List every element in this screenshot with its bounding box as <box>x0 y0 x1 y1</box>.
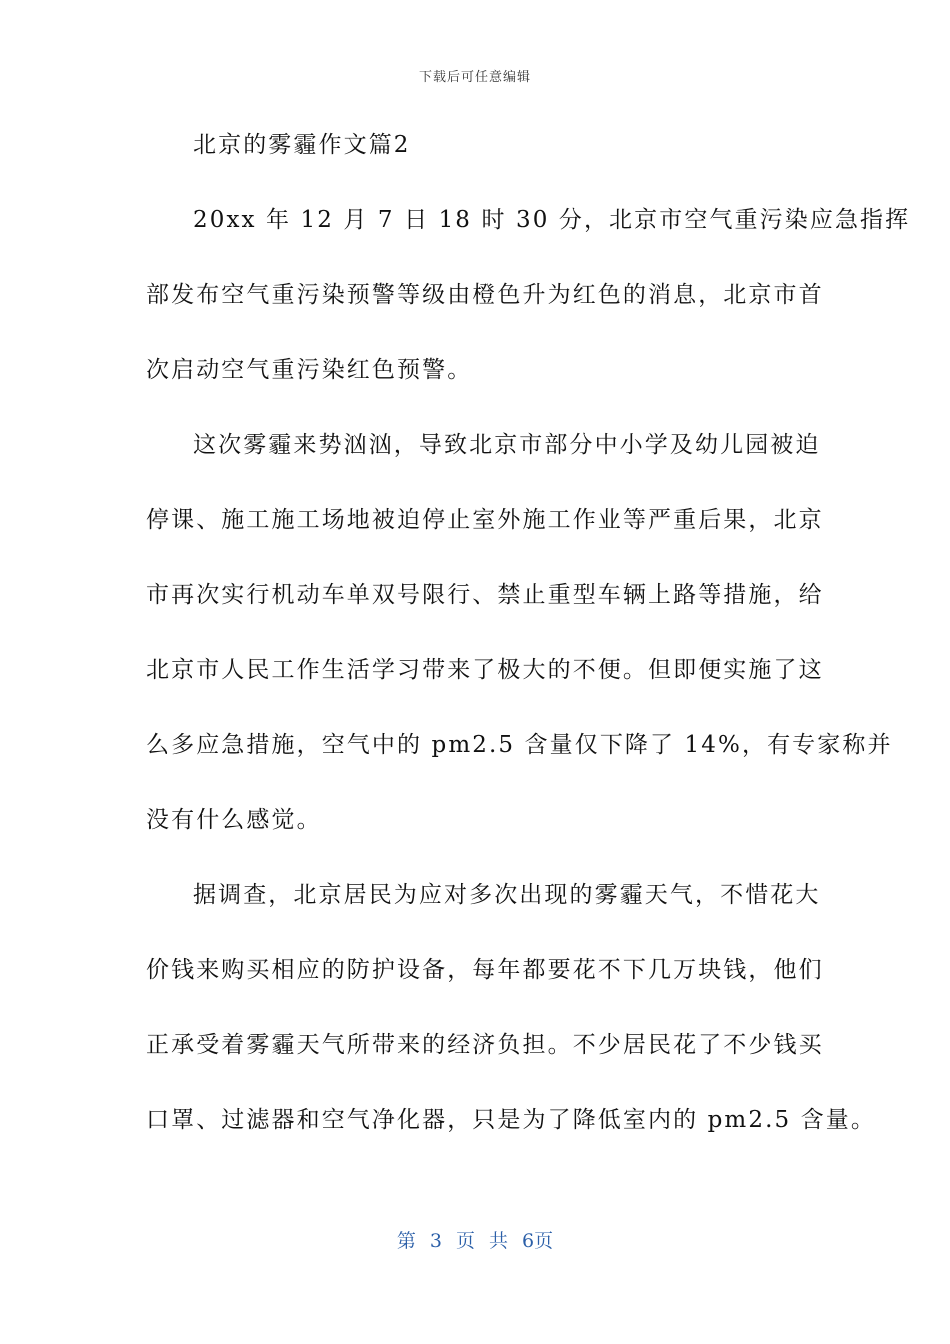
paragraph-2-line-3: 市再次实行机动车单双号限行、禁止重型车辆上路等措施，给 <box>146 582 824 608</box>
paragraph-3-line-4: 口罩、过滤器和空气净化器，只是为了降低室内的 pm2.5 含量。 <box>146 1107 876 1133</box>
paragraph-1-line-3: 次启动空气重污染红色预警。 <box>146 357 473 383</box>
paragraph-3-line-2: 价钱来购买相应的防护设备，每年都要花不下几万块钱，他们 <box>146 957 824 983</box>
total-pages: 6页 <box>522 1230 554 1252</box>
paragraph-2-line-4: 北京市人民工作生活学习带来了极大的不便。但即便实施了这 <box>146 657 824 683</box>
paragraph-1-line-1: 20xx 年 12 月 7 日 18 时 30 分，北京市空气重污染应急指挥 <box>193 207 911 233</box>
current-page-number: 3 <box>429 1230 442 1252</box>
header-note: 下载后可任意编辑 <box>418 70 531 85</box>
paragraph-2-line-2: 停课、施工施工场地被迫停止室外施工作业等严重后果，北京 <box>146 507 824 533</box>
footer-prefix: 第 <box>396 1230 416 1252</box>
footer-page-label: 页 <box>455 1230 475 1252</box>
paragraph-1-line-2: 部发布空气重污染预警等级由橙色升为红色的消息，北京市首 <box>146 282 824 308</box>
paragraph-3-line-1: 据调查，北京居民为应对多次出现的雾霾天气，不惜花大 <box>193 882 821 908</box>
document-title: 北京的雾霾作文篇2 <box>193 132 411 158</box>
paragraph-3-line-3: 正承受着雾霾天气所带来的经济负担。不少居民花了不少钱买 <box>146 1032 824 1058</box>
page-number-footer <box>0 1226 950 1253</box>
footer-total-label: 共 <box>489 1230 509 1252</box>
paragraph-2-line-6: 没有什么感觉。 <box>146 807 322 833</box>
paragraph-2-line-5: 么多应急措施，空气中的 pm2.5 含量仅下降了 14%，有专家称并 <box>146 732 893 758</box>
paragraph-2-line-1: 这次雾霾来势汹汹，导致北京市部分中小学及幼儿园被迫 <box>193 432 821 458</box>
